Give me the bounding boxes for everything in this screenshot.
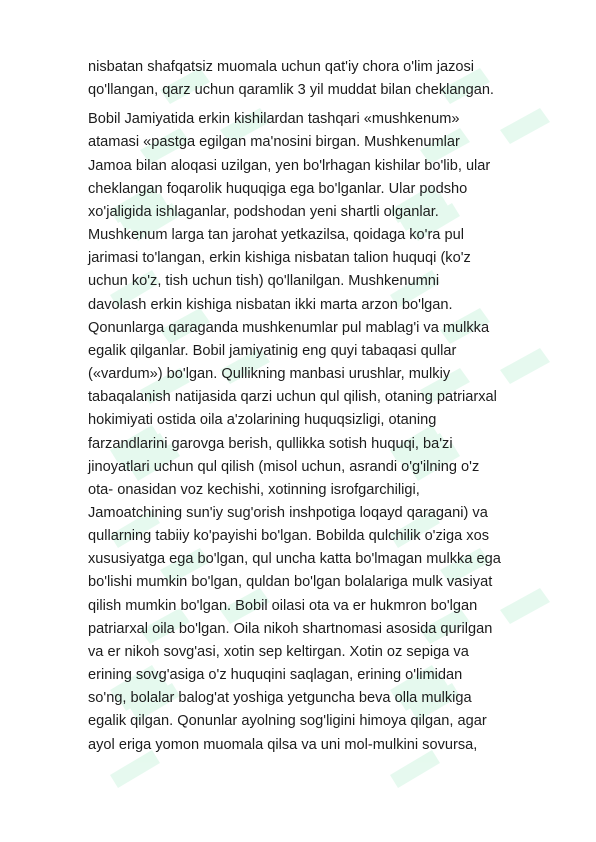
text-line: cheklangan foqarolik huquqiga ega bo'lganlar. Ular podsho [88, 180, 468, 197]
text-line: Bobil Jamiyatida erkin kishilardan tashqari «mushkenum» [88, 111, 460, 128]
text-line: jinoyatlari uchun qul qilish (misol uchun, asrandi o'g'ilning o'z [88, 458, 480, 475]
paragraph-1 [88, 56, 560, 102]
text-line: xususiyatga ega bo'lgan, qul uncha katta bo'lmagan mulkka ega [88, 551, 501, 568]
text-line: («vardum») bo'lgan. Qullikning manbasi urushlar, mulkiy [88, 366, 451, 383]
text-line: xo'jaligida ishlaganlar, podshodan yeni shartli olganlar. [88, 203, 439, 220]
text-line: ayol eriga yomon muomala qilsa va uni mol-mulkini sovursa, [88, 736, 478, 753]
text-line: so'ng, bolalar balog'at yoshiga yetguncha beva olla mulkiga [88, 690, 472, 707]
text-line: tabaqalanish natijasida qarzi uchun qul qilish, otaning patriarxal [88, 389, 497, 406]
paragraph-2 [88, 108, 560, 756]
text-line: farzandlarini garovga berish, qullikka sotish huquqi, ba'zi [88, 435, 453, 452]
text-line: va er nikoh sovg'asi, xotin sep keltirgan. Xotin oz sepiga va [88, 643, 469, 660]
text-line: qilish mumkin bo'lgan. Bobil oilasi ota va er hukmron bo'lgan [88, 597, 478, 614]
text-line: egalik qilganlar. Bobil jamiyatinig eng quyi tabaqasi qullar [88, 342, 457, 359]
document-body [88, 56, 560, 757]
text-line: erining sovg'asiga o'z huquqini saqlagan, erining o'limidan [88, 667, 463, 684]
text-line: qo'llangan, qarz uchun qaramlik 3 yil muddat bilan cheklangan. [88, 82, 494, 99]
text-line: Jamoatchining sun'iy sug'orish inshpotiga loqayd qaragani) va [88, 504, 488, 521]
text-line: nisbatan shafqatsiz muomala uchun qat'iy chora o'lim jazosi [88, 59, 475, 75]
text-line: qullarning tabiiy ko'payishi bo'lgan. Bobilda qulchilik o'ziga xos [88, 528, 490, 545]
text-line: jarimasi to'langan, erkin kishiga nisbatan talion huquqi (ko'z [88, 250, 471, 267]
text-line: Jamoa bilan aloqasi uzilgan, yen bo'lrhagan kishilar bo'lib, ular [88, 157, 491, 174]
text-line: bo'lishi mumkin bo'lgan, quldan bo'lgan bolalariga mulk vasiyat [88, 574, 493, 591]
text-line: Qonunlarga qaraganda mushkenumlar pul mablag'i va mulkka [88, 319, 490, 336]
text-line: uchun ko'z, tish uchun tish) qo'llanilgan. Mushkenumni [88, 273, 440, 290]
text-line: patriarxal oila bo'lgan. Oila nikoh shartnomasi asosida qurilgan [88, 620, 493, 637]
text-line: davolash erkin kishiga nisbatan ikki marta arzon bo'lgan. [88, 296, 453, 313]
text-line: hokimiyati ostida oila a'zolarining huquqsizligi, otaning [88, 412, 437, 429]
text-line: atamasi «pastga egilgan ma'nosini birgan. Mushkenumlar [88, 134, 460, 151]
text-line: ota- onasidan voz kechishi, xotinning isrofgarchiligi, [88, 481, 420, 498]
text-line: egalik qilgan. Qonunlar ayolning sog'ligini himoya qilgan, agar [88, 713, 487, 730]
text-line: Mushkenum larga tan jarohat yetkazilsa, qoidaga ko'ra pul [88, 227, 464, 244]
